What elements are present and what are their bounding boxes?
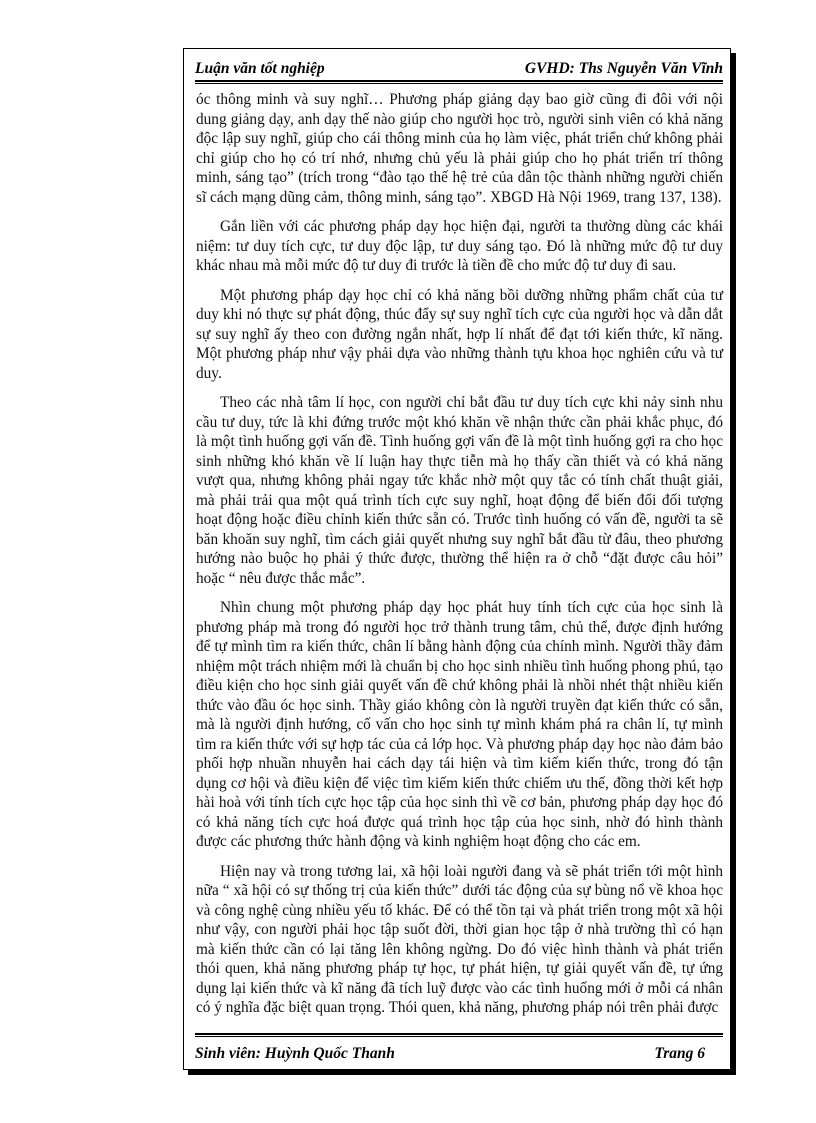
paragraph-3: Một phương pháp dạy học chỉ có khả năng bồi dưỡng những phẩm chất của tư duy khi nó thực sự phát động, thúc đẩy sự suy nghĩ tích cực của người học và dẫn dắt sự suy nghĩ ấy theo con đường ngắn nhất, hợp lí nhất để đạt tới kiến thức, kĩ năng. Một phương pháp như vậy phải dựa vào những thành tựu khoa học nghiên cứu và tư duy. — [196, 286, 723, 382]
header-advisor: GVHD: Ths Nguyễn Văn Vĩnh — [524, 60, 723, 77]
footer-student: Sinh viên: Huỳnh Quốc Thanh — [195, 1045, 395, 1062]
paragraph-6: Hiện nay và trong tương lai, xã hội loài người đang và sẽ phát triển tới một hình nữa “ xã hội có sự thống trị của kiến thức” dưới tác động của sự bùng nổ về khoa học và công nghệ cùng nhiều yếu tố khác. Để có thể tồn tại và phát triển trong một xã hội như vậy, con người phải học tập suốt đời, thời gian học tập ở nhà trường thì có hạn mà kiến thức cần có lại tăng lên không ngừng. Do đó việc hình thành và phát triển thói quen, khả năng phương pháp tự học, tự phát hiện, tự giải quyết vấn đề, tự ứng dụng lại kiến thức và kĩ năng đã tích luỹ được vào các tình huống mới ở mỗi cá nhân có ý nghĩa đặc biệt quan trọng. Thói quen, khả năng, phương pháp nói trên phải được — [196, 862, 723, 1016]
footer-rule-thin — [195, 1036, 723, 1037]
page-header — [195, 54, 723, 78]
paragraph-5: Nhìn chung một phương pháp dạy học phát huy tính tích cực của học sinh là phương pháp mà trong đó người học trở thành trung tâm, chủ thể, được định hướng để tự mình tìm ra kiến thức, chân lí bằng hành động của chính mình. Người thầy đảm nhiệm một trách nhiệm mới là chuẩn bị cho học sinh nhiều tình huống phong phú, tạo điều kiện cho học sinh giải quyết vấn đề chứ không phải là nhồi nhét thật nhiều kiến thức vào đầu óc học sinh. Thầy giáo không còn là người truyền đạt kiến thức có sẵn, mà là người định hướng, cố vấn cho học sinh tự mình khám phá ra chân lí, tự mình tìm ra kiến thức với sự hợp tác của cả lớp học. Và phương pháp dạy học nào đảm bảo phối hợp nhuần nhuyễn hai cách dạy tái hiện và tìm kiếm kiến thức, trong đó tận dụng cơ hội và điều kiện để việc tìm kiếm kiến thức chiếm ưu thế, đồng thời kết hợp hài hoà với tính tích cực học tập của học sinh thì về cơ bản, phương pháp dạy học đó có khả năng tích cực hoá được quá trình học tập của học sinh, nhờ đó hình thành được các phương thức hành động và kinh nghiệm hoạt động cho các em. — [196, 599, 723, 850]
paragraph-4: Theo các nhà tâm lí học, con người chỉ bắt đầu tư duy tích cực khi nảy sinh nhu cầu tư duy, tức là khi đứng trước một khó khăn về nhận thức cần phải khắc phục, đó là một tình huống gợi vấn đề. Tình huống gợi vấn đề là một tình huống gợi ra cho học sinh những khó khăn về lí luận hay thực tiễn mà họ thấy cần thiết và có khả năng vượt qua, nhưng không phải ngay tức khắc nhờ một quy tắc có tính chất thuật giải, mà phải trải qua một quá trình tích cực suy nghĩ, hoạt động để biến đổi đối tượng hoạt động hoặc điều chỉnh kiến thức sẵn có. Trước tình huống có vấn đề, người ta sẽ băn khoăn suy nghĩ, tìm cách giải quyết nhưng suy nghĩ bắt đầu từ đâu, theo phương hướng nào buộc họ phải ý thức được, thường thể hiện ra ở chỗ “đặt được câu hỏi” hoặc “ nêu được thắc mắc”. — [196, 394, 723, 587]
body-text — [196, 90, 723, 1028]
page-footer — [195, 1045, 705, 1063]
header-thesis-title: Luận văn tốt nghiệp — [195, 60, 325, 77]
paragraph-2: Gắn liền với các phương pháp dạy học hiện đại, người ta thường dùng các khái niệm: tư duy tích cực, tư duy độc lập, tư duy sáng tạo. Đó là những mức độ tư duy khác nhau mà mỗi mức độ tư duy đi trước là tiền đề cho mức độ tư duy đi sau. — [196, 218, 723, 274]
footer-rule — [195, 1033, 723, 1035]
header-rule-thin — [195, 83, 723, 84]
header-rule — [195, 80, 723, 82]
paragraph-1: óc thông minh và suy nghĩ… Phương pháp giảng dạy bao giờ cũng đi đôi với nội dung giảng dạy, anh dạy thế nào giúp cho người học trò, người sinh viên có khả năng độc lập suy nghĩ, giúp cho cái thông minh của họ làm việc, phát triển chứ không phải chỉ giúp cho họ có trí nhớ, nhưng chủ yếu là phải giúp cho họ phát triển trí thông minh, sáng tạo” (trích trong “đào tạo thế hệ trẻ của dân tộc thành những người chiến sĩ cách mạng dũng cảm, thông minh, sáng tạo”. XBGD Hà Nội 1969, trang 137, 138). — [196, 91, 723, 206]
footer-page-number: Trang 6 — [654, 1045, 705, 1062]
